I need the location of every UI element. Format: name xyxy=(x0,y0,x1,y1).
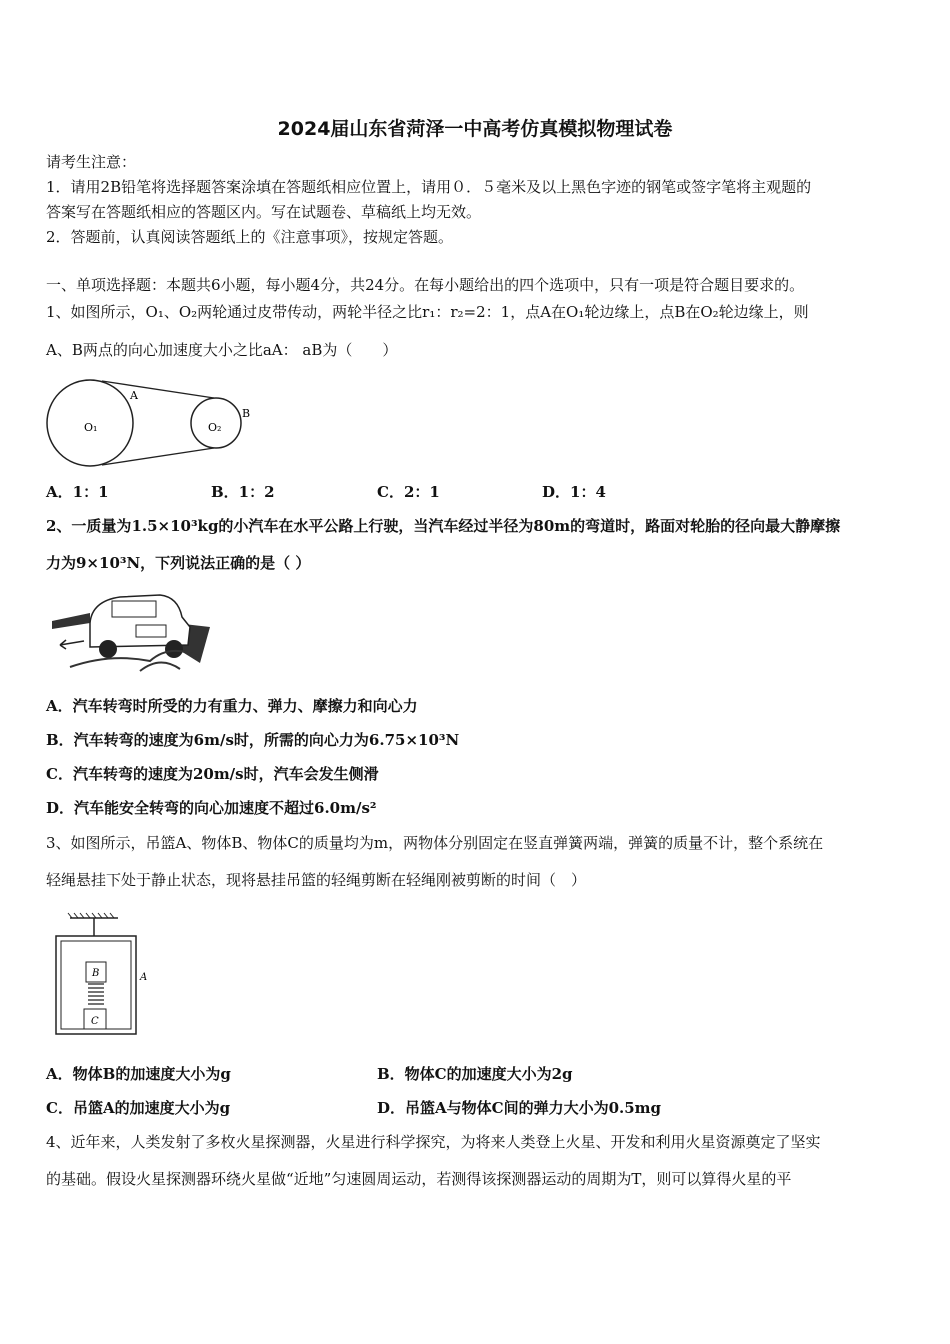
question-1-text: A、B两点的向心加速度大小之比aA： aB为（ ） xyxy=(46,341,398,359)
label-o1: O₁ xyxy=(84,421,98,434)
basket-spring-figure xyxy=(48,910,158,1040)
label-b: B xyxy=(242,407,251,420)
car-figure xyxy=(50,583,215,678)
label-a: A xyxy=(130,389,138,402)
q3-option-c: C．吊篮A的加速度大小为g xyxy=(46,1099,231,1117)
notice-line: 1．请用2B铅笔将选择题答案涂填在答题纸相应位置上，请用０．５毫米及以上黑色字迹的钢笔或签字笔将主观题的 xyxy=(46,178,812,196)
label-o2: O₂ xyxy=(208,421,222,434)
q1-option-a: A．1：1 xyxy=(46,483,109,501)
question-4-text: 4、近年来，人类发射了多枚火星探测器，火星进行科学探究，为将来人类登上火星、开发和利用火星资源奠定了坚实 xyxy=(46,1133,821,1151)
question-1-text: 1、如图所示，O₁、O₂两轮通过皮带传动，两轮半径之比r₁：r₂=2：1，点A在O₁轮边缘上，点B在O₂轮边缘上，则 xyxy=(46,303,809,321)
q3-option-a: A．物体B的加速度大小为g xyxy=(46,1065,231,1083)
belt-pulley-figure xyxy=(44,373,264,473)
label-b: B xyxy=(92,968,100,979)
label-a: A xyxy=(140,972,148,983)
q3-option-b: B．物体C的加速度大小为2g xyxy=(377,1065,573,1083)
q1-option-c: C．2：1 xyxy=(377,483,440,501)
q3-option-d: D．吊篮A与物体C间的弹力大小为0.5mg xyxy=(377,1099,662,1117)
notice-heading: 请考生注意： xyxy=(46,153,137,171)
notice-line: 2．答题前，认真阅读答题纸上的《注意事项》，按规定答题。 xyxy=(46,228,454,246)
q1-option-d: D．1：4 xyxy=(542,483,606,501)
question-2-text: 力为9×10³N，下列说法正确的是（ ） xyxy=(46,554,311,572)
section-heading: 一、单项选择题：本题共6小题，每小题4分，共24分。在每小题给出的四个选项中，只有一项是符合题目要求的。 xyxy=(46,276,805,294)
question-2-text: 2、一质量为1.5×10³kg的小汽车在水平公路上行驶，当汽车经过半径为80m的弯道时，路面对轮胎的径向最大静摩擦 xyxy=(46,517,841,535)
question-4-text: 的基础。假设火星探测器环绕火星做“近地”匀速圆周运动，若测得该探测器运动的周期为T，则可以算得火星的平 xyxy=(46,1170,792,1188)
q2-option-c: C．汽车转弯的速度为20m/s时，汽车会发生侧滑 xyxy=(46,765,379,783)
question-3-text: 轻绳悬挂下处于静止状态，现将悬挂吊篮的轻绳剪断在轻绳刚被剪断的时间（ ） xyxy=(46,871,587,889)
page-title: 2024届山东省菏泽一中高考仿真模拟物理试卷 xyxy=(277,118,673,140)
q1-option-b: B．1：2 xyxy=(211,483,275,501)
q2-option-d: D．汽车能安全转弯的向心加速度不超过6.0m/s² xyxy=(46,799,377,817)
q2-option-b: B．汽车转弯的速度为6m/s时，所需的向心力为6.75×10³N xyxy=(46,731,460,749)
notice-line: 答案写在答题纸相应的答题区内。写在试题卷、草稿纸上均无效。 xyxy=(46,203,482,221)
label-c: C xyxy=(91,1016,99,1027)
question-3-text: 3、如图所示，吊篮A、物体B、物体C的质量均为m，两物体分别固定在竖直弹簧两端，弹簧的质量不计，整个系统在 xyxy=(46,834,824,852)
q2-option-a: A．汽车转弯时所受的力有重力、弹力、摩擦力和向心力 xyxy=(46,697,418,715)
